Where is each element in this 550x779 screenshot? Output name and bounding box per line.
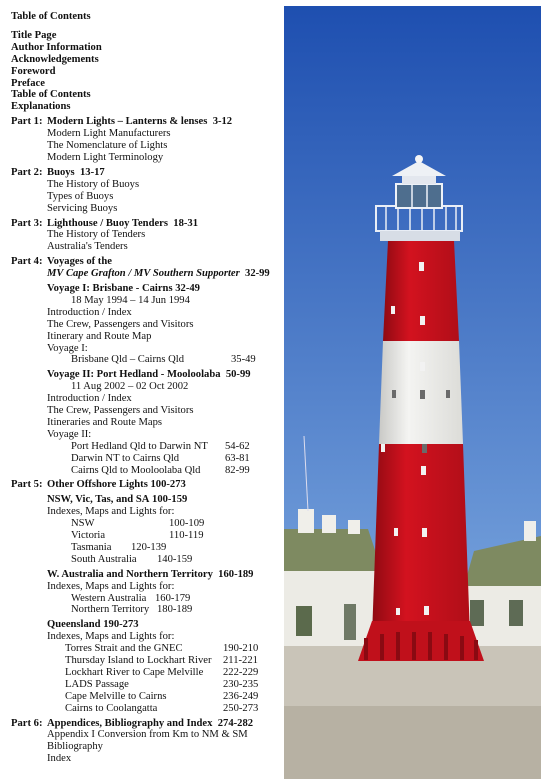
front-item: Table of Contents <box>11 89 91 101</box>
region-name: Lockhart River to Cape Melville <box>65 666 204 678</box>
part-range: 18-31 <box>173 217 198 229</box>
part-label: Part 3: <box>11 217 43 229</box>
region-range: 110-119 <box>169 530 204 542</box>
toc-item: Bibliography <box>47 741 103 753</box>
toc-item: Modern Light Terminology <box>47 151 164 163</box>
part-range: 3-12 <box>212 116 233 128</box>
region-name: NSW <box>71 518 95 530</box>
part-4 <box>11 256 283 476</box>
toc-item: Introduction / Index <box>47 306 132 318</box>
part-title: Other Offshore Lights <box>47 479 148 491</box>
region-name: Tasmania <box>71 541 112 553</box>
leg-name: Brisbane Qld – Cairns Qld <box>71 354 184 366</box>
part-label: Part 4: <box>11 256 43 268</box>
toc-item: The Crew, Passengers and Visitors <box>47 318 194 330</box>
leg-range: 54-62 <box>225 440 250 452</box>
part-label: Part 2: <box>11 166 43 178</box>
toc-item: Itineraries and Route Maps <box>47 416 163 428</box>
section-title: NSW, Vic, Tas, and SA <box>47 494 150 506</box>
region-row <box>47 518 283 530</box>
section-title-line <box>47 619 283 631</box>
voyage-range: 50-99 <box>225 369 251 381</box>
part-label: Part 5: <box>11 479 43 491</box>
region-range: 140-159 <box>157 553 193 565</box>
toc-item: Modern Light Manufacturers <box>47 128 171 140</box>
section-range: 100-159 <box>152 494 188 506</box>
section-range: 190-273 <box>103 619 139 631</box>
toc-item: Voyage II: <box>47 428 92 440</box>
voyage-title: Voyage II: Port Hedland - Mooloolaba <box>47 369 221 381</box>
leg-range: 35-49 <box>231 354 256 366</box>
part-3 <box>11 218 283 254</box>
region-row <box>47 593 283 605</box>
region-range: 160-179 <box>155 592 191 604</box>
table-of-contents <box>11 11 283 765</box>
section-range: 160-189 <box>218 568 254 580</box>
toc-item: Servicing Buoys <box>47 202 118 214</box>
part-1 <box>11 116 283 164</box>
part-title-line <box>47 218 283 230</box>
section-title-line <box>47 494 283 506</box>
region-row <box>47 530 283 542</box>
region-range: 222-229 <box>223 666 259 678</box>
section-intro: Indexes, Maps and Lights for: <box>47 580 175 592</box>
region-row <box>47 643 283 655</box>
region-range: 211-221 <box>223 655 258 667</box>
part-subtitle-line <box>47 268 283 280</box>
part-title-line <box>47 116 283 128</box>
part-title: Appendices, Bibliography and Index <box>47 717 213 729</box>
region-row <box>47 542 283 554</box>
region-name: Northern Territory <box>71 604 150 616</box>
voyage-range: 32-49 <box>175 283 200 295</box>
leg-row <box>47 354 283 366</box>
toc-item: The Nomenclature of Lights <box>47 140 168 152</box>
front-matter-list <box>11 30 283 113</box>
toc-heading: Table of Contents <box>11 11 91 22</box>
toc-item: Australia's Tenders <box>47 241 128 253</box>
region-range: 180-189 <box>157 604 193 616</box>
part-title-line <box>47 479 283 491</box>
voyage-title-line <box>47 369 283 381</box>
region-range: 120-139 <box>131 541 167 553</box>
part-title-line <box>47 167 283 179</box>
lighthouse-illustration <box>284 6 541 779</box>
toc-item: Voyage I: <box>47 342 88 354</box>
front-item: Foreword <box>11 65 56 77</box>
part-range: 274-282 <box>217 717 254 729</box>
front-item: Preface <box>11 77 45 89</box>
section-title-line <box>47 569 283 581</box>
part-title: Lighthouse / Buoy Tenders <box>47 217 168 229</box>
toc-item: Appendix I Conversion from Km to NM & SM <box>47 729 248 741</box>
front-item: Title Page <box>11 29 57 41</box>
section-title: W. Australia and Northern Territory <box>47 568 213 580</box>
region-name: Cairns to Coolangatta <box>65 702 158 714</box>
front-item: Explanations <box>11 101 71 113</box>
region-row <box>47 604 283 616</box>
region-range: 250-273 <box>223 702 259 714</box>
part-title: Voyages of the <box>47 256 112 268</box>
part-range: 100-273 <box>150 479 186 491</box>
leg-row <box>47 441 283 453</box>
voyage-dates: 18 May 1994 – 14 Jun 1994 <box>71 294 190 306</box>
toc-item: Itinerary and Route Map <box>47 330 152 342</box>
part-2 <box>11 167 283 215</box>
part-subtitle: MV Cape Grafton / MV Southern Supporter <box>47 268 240 280</box>
region-row <box>47 703 283 715</box>
leg-name: Port Hedland Qld to Darwin NT <box>71 440 208 452</box>
part-range: 13-17 <box>79 166 105 178</box>
region-name: South Australia <box>71 553 137 565</box>
part-range: 32-99 <box>245 268 270 280</box>
leg-range: 63-81 <box>225 452 250 464</box>
region-name: Thursday Island to Lockhart River <box>65 655 212 667</box>
part-title-line <box>47 718 283 730</box>
part-5 <box>11 479 283 714</box>
leg-row <box>47 453 283 465</box>
part-title: Modern Lights – Lanterns & lenses <box>47 116 208 128</box>
foreshore <box>284 706 541 779</box>
leg-row <box>47 465 283 477</box>
region-range: 190-210 <box>223 643 259 655</box>
front-item: Author Information <box>11 41 102 53</box>
region-name: Western Australia <box>71 592 147 604</box>
region-row <box>47 679 283 691</box>
leg-name: Darwin NT to Cairns Qld <box>71 452 180 464</box>
section-intro: Indexes, Maps and Lights for: <box>47 631 175 643</box>
region-range: 236-249 <box>223 690 259 702</box>
leg-name: Cairns Qld to Mooloolaba Qld <box>71 464 201 476</box>
toc-item: Index <box>47 753 72 765</box>
voyage-title: Voyage I: Brisbane - Cairns <box>47 283 173 295</box>
region-row <box>47 691 283 703</box>
toc-item: The Crew, Passengers and Visitors <box>47 405 194 417</box>
leg-range: 82-99 <box>225 464 250 476</box>
front-item: Acknowledgements <box>11 53 99 65</box>
lighthouse-photo <box>284 6 541 779</box>
region-row <box>47 667 283 679</box>
toc-item: Types of Buoys <box>47 190 114 202</box>
region-range: 230-235 <box>223 678 259 690</box>
voyage-dates: 11 Aug 2002 – 02 Oct 2002 <box>71 381 189 393</box>
toc-item: The History of Buoys <box>47 178 140 190</box>
part-6 <box>11 718 283 766</box>
region-range: 100-109 <box>169 518 205 530</box>
region-name: Cape Melville to Cairns <box>65 690 167 702</box>
region-name: Victoria <box>71 530 106 542</box>
region-row <box>47 554 283 566</box>
section-intro: Indexes, Maps and Lights for: <box>47 506 175 518</box>
part-title: Buoys <box>47 166 75 178</box>
toc-item: Introduction / Index <box>47 393 132 405</box>
voyage-title-line <box>47 283 283 295</box>
toc-item: The History of Tenders <box>47 229 146 241</box>
part-label: Part 1: <box>11 116 43 128</box>
part-label: Part 6: <box>11 717 43 729</box>
section-title: Queensland <box>47 619 101 631</box>
region-name: Torres Strait and the GNEC <box>65 643 183 655</box>
region-name: LADS Passage <box>65 678 129 690</box>
region-row <box>47 655 283 667</box>
